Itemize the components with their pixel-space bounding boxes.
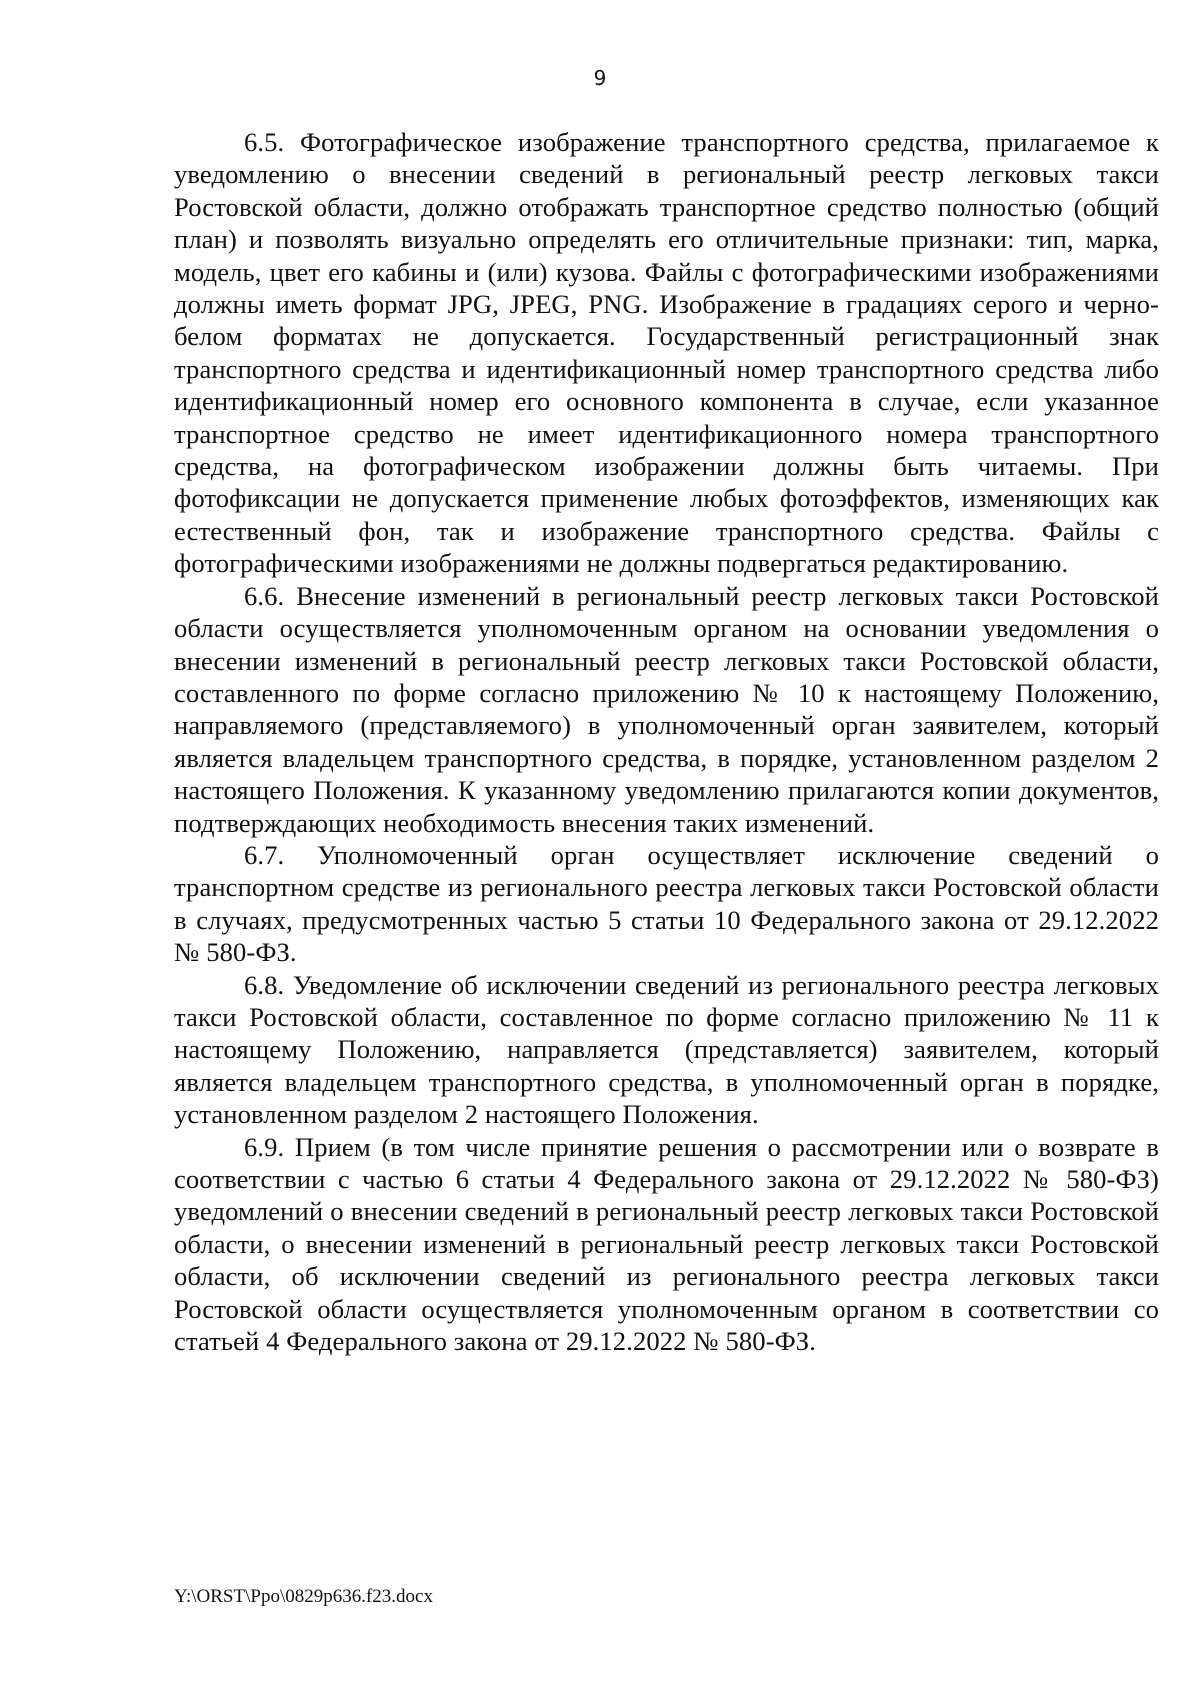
- paragraph-6-9: 6.9. Прием (в том числе принятие решения о рассмотрении или о возврате в соответствии с частью 6 статьи 4 Федерального закона от 29.12.2022 № 580-ФЗ) уведомлений о внесении сведений в региональный реестр легковых такси Ростовской области, о внесении изменений в региональный реестр легковых такси Ростовской области, об исключении сведений из регионального реестра легковых такси Ростовской области осуществляется уполномоченным органом в соответствии со статьей 4 Федерального закона от 29.12.2022 № 580-ФЗ.: [174, 1131, 1159, 1357]
- footer-file-path: Y:\ORST\Ppo\0829p636.f23.docx: [174, 1586, 433, 1607]
- page-number: 9: [593, 66, 607, 90]
- paragraph-6-8: 6.8. Уведомление об исключении сведений из регионального реестра легковых такси Ростовской области, составленное по форме согласно приложению № 11 к настоящему Положению, направляется (представляется) заявителем, который является владельцем транспортного средства, в уполномоченный орган в порядке, установленном разделом 2 настоящего Положения.: [174, 969, 1159, 1130]
- paragraph-6-6: 6.6. Внесение изменений в региональный реестр легковых такси Ростовской области осуществляется уполномоченным органом на основании уведомления о внесении изменений в региональный реестр легковых такси Ростовской области, составленного по форме согласно приложению № 10 к настоящему Положению, направляемого (представляемого) в уполномоченный орган заявителем, который является владельцем транспортного средства, в порядке, установленном разделом 2 настоящего Положения. К указанному уведомлению прилагаются копии документов, подтверждающих необходимость внесения таких изменений.: [174, 580, 1159, 838]
- paragraph-6-5: 6.5. Фотографическое изображение транспортного средства, прилагаемое к уведомлению о внесении сведений в региональный реестр легковых такси Ростовской области, должно отображать транспортное средство полностью (общий план) и позволять визуально определять его отличительные признаки: тип, марка, модель, цвет его кабины и (или) кузова. Файлы с фотографическими изображениями должны иметь формат JPG, JPEG, PNG. Изображение в градациях серого и черно-белом форматах не допускается. Государственный регистрационный знак транспортного средства и идентификационный номер транспортного средства либо идентификационный номер его основного компонента в случае, если указанное транспортное средство не имеет идентификационного номера транспортного средства, на фотографическом изображении должны быть читаемы. При фотофиксации не допускается применение любых фотоэффектов, изменяющих как естественный фон, так и изображение транспортного средства. Файлы с фотографическими изображениями не должны подвергаться редактированию.: [174, 127, 1159, 579]
- document-body: [174, 126, 1159, 1357]
- paragraph-6-7: 6.7. Уполномоченный орган осуществляет исключение сведений о транспортном средстве из регионального реестра легковых такси Ростовской области в случаях, предусмотренных частью 5 статьи 10 Федерального закона от 29.12.2022 № 580-ФЗ.: [174, 839, 1159, 968]
